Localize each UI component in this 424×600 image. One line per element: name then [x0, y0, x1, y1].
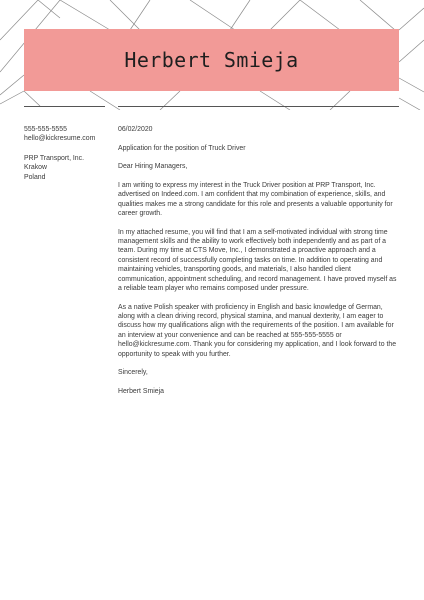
- letter-subject: Application for the position of Truck Driver: [118, 144, 246, 152]
- name-banner: [24, 29, 399, 91]
- contact-sidebar: [24, 125, 114, 182]
- letter-paragraph: I am writing to express my interest in the Truck Driver position at PRP Transport, Inc. advertised on Indeed.com. I am confident that my combination of experience, skills, and qualities makes me a strong candidate for this role and presents a valuable opportunity for career growth.: [118, 181, 393, 217]
- recipient-city: Krakow: [24, 164, 47, 172]
- letter-date: 06/02/2020: [118, 126, 153, 133]
- letter-paragraph: In my attached resume, you will find that I am a self-motivated individual with strong time management skills and the ability to work effectively both independently and as part of a team. During my time at CTS Move, Inc., I demonstrated a proactive approach and a consistent record of successfully completing tasks on time. In addition to operating and maintaining vehicles, transporting goods, and materials, I also handled client communication, appointment scheduling, and record management. I have proved myself as a reliable team player who remains composed under pressure.: [118, 228, 397, 293]
- letter-signature: Herbert Smieja: [118, 387, 164, 395]
- letter-body: [118, 125, 400, 405]
- letter-salutation: Dear Hiring Managers,: [118, 163, 188, 171]
- letter-closing: Sincerely,: [118, 369, 148, 377]
- recipient-country: Poland: [24, 173, 46, 181]
- applicant-name: Herbert Smieja: [124, 48, 299, 72]
- contact-email: hello@kickresume.com: [24, 135, 96, 143]
- contact-phone: 555-555-5555: [24, 126, 67, 133]
- main-divider: [118, 106, 399, 107]
- letter-paragraph: As a native Polish speaker with proficiency in English and basic knowledge of German, along with a clean driving record, physical stamina, and manual dexterity, I am eager to discuss how my qualifications align with the requirements of the position. I am available for an interview at your convenience and can be reached at 555-555-5555 or hello@kickresume.com. Thank you for considering my application, and I look forward to the opportunity to speak with you further.: [118, 303, 397, 358]
- recipient-company: PRP Transport, Inc.: [24, 154, 84, 162]
- sidebar-divider: [24, 106, 105, 107]
